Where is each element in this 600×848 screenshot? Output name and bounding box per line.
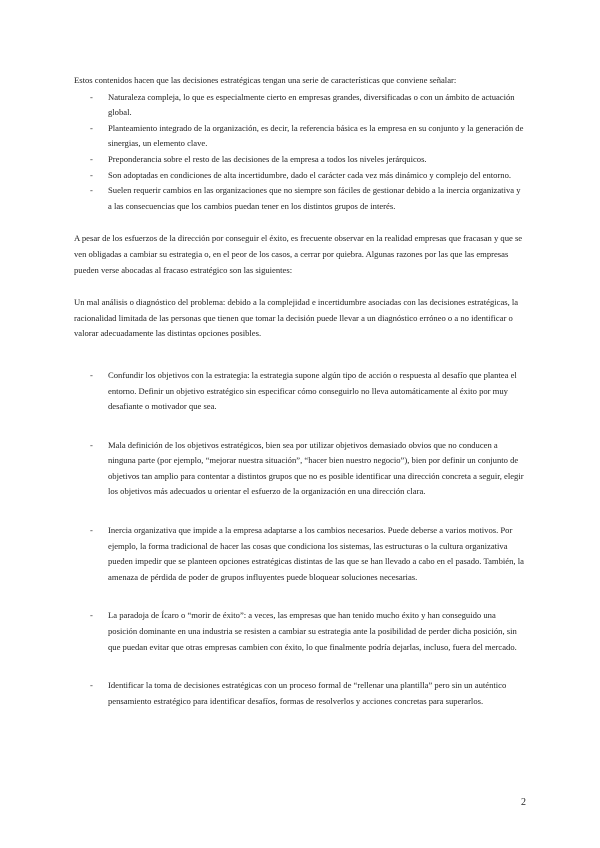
- failure-intro-paragraph: A pesar de los esfuerzos de la dirección por conseguir el éxito, es frecuente observar en la realidad empresas que fracasan y que se ven obligadas a cambiar su estrategia o, en el peor de los casos, a cerrar por quiebra. Algunas razones por las que las empresas pueden verse abocadas al fracaso estratégico son las siguientes:: [74, 233, 523, 275]
- bullet-dash: -: [90, 525, 93, 536]
- list-item: - Suelen requerir cambios en las organizaciones que no siempre son fáciles de gestionar debido a la inercia organizativa y a las consecuencias que los cambios puedan tener en los distintos grupos de interés.: [90, 185, 521, 211]
- characteristics-list: [74, 90, 526, 215]
- list-item: - Confundir los objetivos con la estrategia: la estrategia supone algún tipo de acción o respuesta al desafío que plantea el entorno. Definir un objetivo estratégico sin especificar cómo conseguirlo no lleva automáticamente al éxito por muy desafiante o motivador que sea.: [90, 369, 517, 412]
- list-item: - Identificar la toma de decisiones estratégicas con un proceso formal de “rellenar una plantilla” pero sin un auténtico pensamiento estratégico para identificar desafíos, formas de resolverlos y acciones concretas para superarlos.: [90, 680, 507, 706]
- failure-reasons-list: [74, 368, 526, 710]
- bullet-dash: -: [90, 439, 93, 450]
- bullet-dash: -: [90, 185, 93, 196]
- list-item: - La paradoja de Ícaro o “morir de éxito”: a veces, las empresas que han tenido mucho éxito y han conseguido una posición dominante en una industria se resisten a cambiar su estrategia ante la posibilidad de perder dicha posición, sin que puedan evitar que otras empresas cambien con éxito, lo que finalmente podría dejarlas, incluso, fuera del mercado.: [90, 610, 517, 652]
- bullet-dash: -: [90, 169, 93, 180]
- bullet-dash: -: [90, 91, 93, 102]
- list-item: - Son adoptadas en condiciones de alta incertidumbre, dado el carácter cada vez más dinámico y complejo del entorno.: [74, 168, 526, 184]
- bullet-dash: -: [90, 680, 93, 691]
- diagnosis-paragraph: Un mal análisis o diagnóstico del problema: debido a la complejidad e incertidumbre asociadas con las decisiones estratégicas, la racionalidad limitada de las personas que tienen que tomar la decisión puede llevar a un diagnóstico erróneo o a no identificar o valorar adecuadamente las distintas opciones posibles.: [74, 297, 519, 339]
- intro-paragraph: Estos contenidos hacen que las decisiones estratégicas tengan una serie de características que conviene señalar:: [74, 75, 457, 85]
- bullet-dash: -: [90, 369, 93, 380]
- list-item: - Preponderancia sobre el resto de las decisiones de la empresa a todos los niveles jerárquicos.: [74, 152, 526, 168]
- list-item: - Inercia organizativa que impide a la empresa adaptarse a los cambios necesarios. Puede deberse a varios motivos. Por ejemplo, la forma tradicional de hacer las cosas que condiciona los sistemas, las estructuras o la cultura organizativa pueden impedir que se planteen opciones estratégicas distintas de las que se han llevado a cabo en el pasado. También, la amenaza de pérdida de poder de grupos influyentes puede bloquear soluciones necesarias.: [90, 525, 524, 582]
- bullet-dash: -: [90, 610, 93, 621]
- bullet-dash: -: [90, 153, 93, 164]
- list-item: - Naturaleza compleja, lo que es especialmente cierto en empresas grandes, diversificadas o con un ámbito de actuación global.: [90, 91, 515, 118]
- document-page: [74, 73, 526, 732]
- page-number: 2: [521, 797, 526, 808]
- list-item: - Planteamiento integrado de la organización, es decir, la referencia básica es la empresa en su conjunto y la generación de sinergias, un elemento clave.: [90, 122, 524, 149]
- bullet-dash: -: [90, 122, 93, 133]
- list-item: - Mala definición de los objetivos estratégicos, bien sea por utilizar objetivos demasiado obvios que no conducen a ninguna parte (por ejemplo, “mejorar nuestra situación”, “hacer bien nuestro negocio”), bien por definir un conjunto de objetivos tan amplio para contentar a distintos grupos que no es posible identificar una dirección concreta a seguir, elegir los objetivos más adecuados u orientar el esfuerzo de la organización en una dirección clara.: [90, 439, 524, 497]
